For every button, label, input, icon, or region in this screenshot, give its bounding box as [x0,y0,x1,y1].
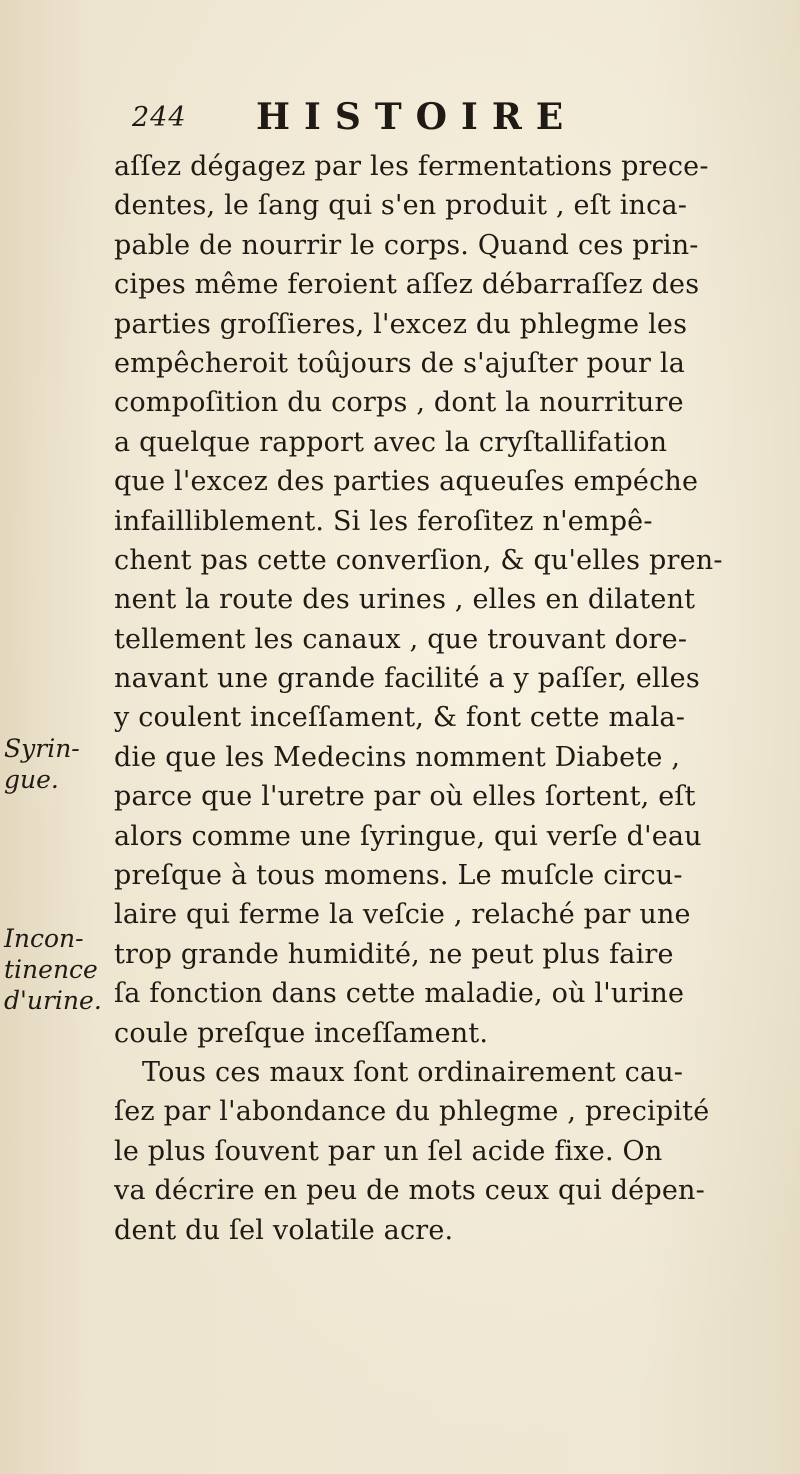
text-line: Tous ces maux ſont ordinairement cau- [142,1056,684,1088]
text-line: dent du ſel volatile acre. [114,1214,454,1246]
text-line: compoſition du corps , dont la nourriture [114,387,684,419]
margin-note-incontinence [4,923,108,1016]
text-line: ſez par l'abondance du phlegme , precipité [114,1096,710,1128]
text-line: empêcheroit toûjours de s'ajuſter pour la [114,347,686,379]
margin-note-line: tinence [4,955,98,984]
text-line: le plus ſouvent par un ſel acide fixe. On [114,1135,663,1167]
running-head: HISTOIRE [256,96,578,138]
text-line: navant une grande facilité a y paſſer, elles [114,663,700,695]
text-line: infailliblement. Si les feroſitez n'empê- [114,505,653,537]
text-line: nent la route des urines , elles en dilatent [114,584,696,616]
text-line: que l'excez des parties aqueuſes empéche [114,466,699,498]
margin-note-line: gue. [4,765,59,794]
text-line: parce que l'uretre par où elles ſortent, eſt [114,781,696,813]
text-line: alors comme une ſyringue, qui verſe d'eau [114,820,702,852]
margin-note-line: Incon- [4,924,84,953]
text-line: y coulent inceſſament, & font cette mala- [114,702,686,734]
text-line: a quelque rapport avec la cryſtallifation [114,426,668,458]
text-line: parties groſſieres, l'excez du phlegme les [114,308,688,340]
text-line: laire qui ferme la veſcie , relaché par une [114,899,691,931]
text-line: va décrire en peu de mots ceux qui dépen- [114,1175,705,1207]
text-line: dentes, le ſang qui s'en produit , eſt inca- [114,190,688,222]
margin-note-syringue [4,733,108,795]
text-line: preſque à tous momens. Le muſcle circu- [114,860,683,892]
margin-note-line: Syrin- [4,734,80,763]
text-line: pable de nourrir le corps. Quand ces prin- [114,229,699,261]
margin-note-line: d'urine. [4,986,102,1015]
text-line: cipes même feroient aſſez débarraſſez des [114,269,700,301]
text-line: trop grande humidité, ne peut plus faire [114,938,674,970]
text-line: coule preſque inceſſament. [114,1017,489,1049]
text-line: die que les Medecins nomment Diabete , [114,741,681,773]
text-line: tellement les canaux , que trouvant dore- [114,623,688,655]
text-line: ſa fonction dans cette maladie, où l'urine [114,978,685,1010]
body-text [114,147,794,1250]
text-line: chent pas cette converſion, & qu'elles pren- [114,544,723,576]
page-number: 244 [132,102,187,133]
page-header [132,98,612,148]
text-line: aſſez dégagez par les fermentations prece- [114,151,709,182]
